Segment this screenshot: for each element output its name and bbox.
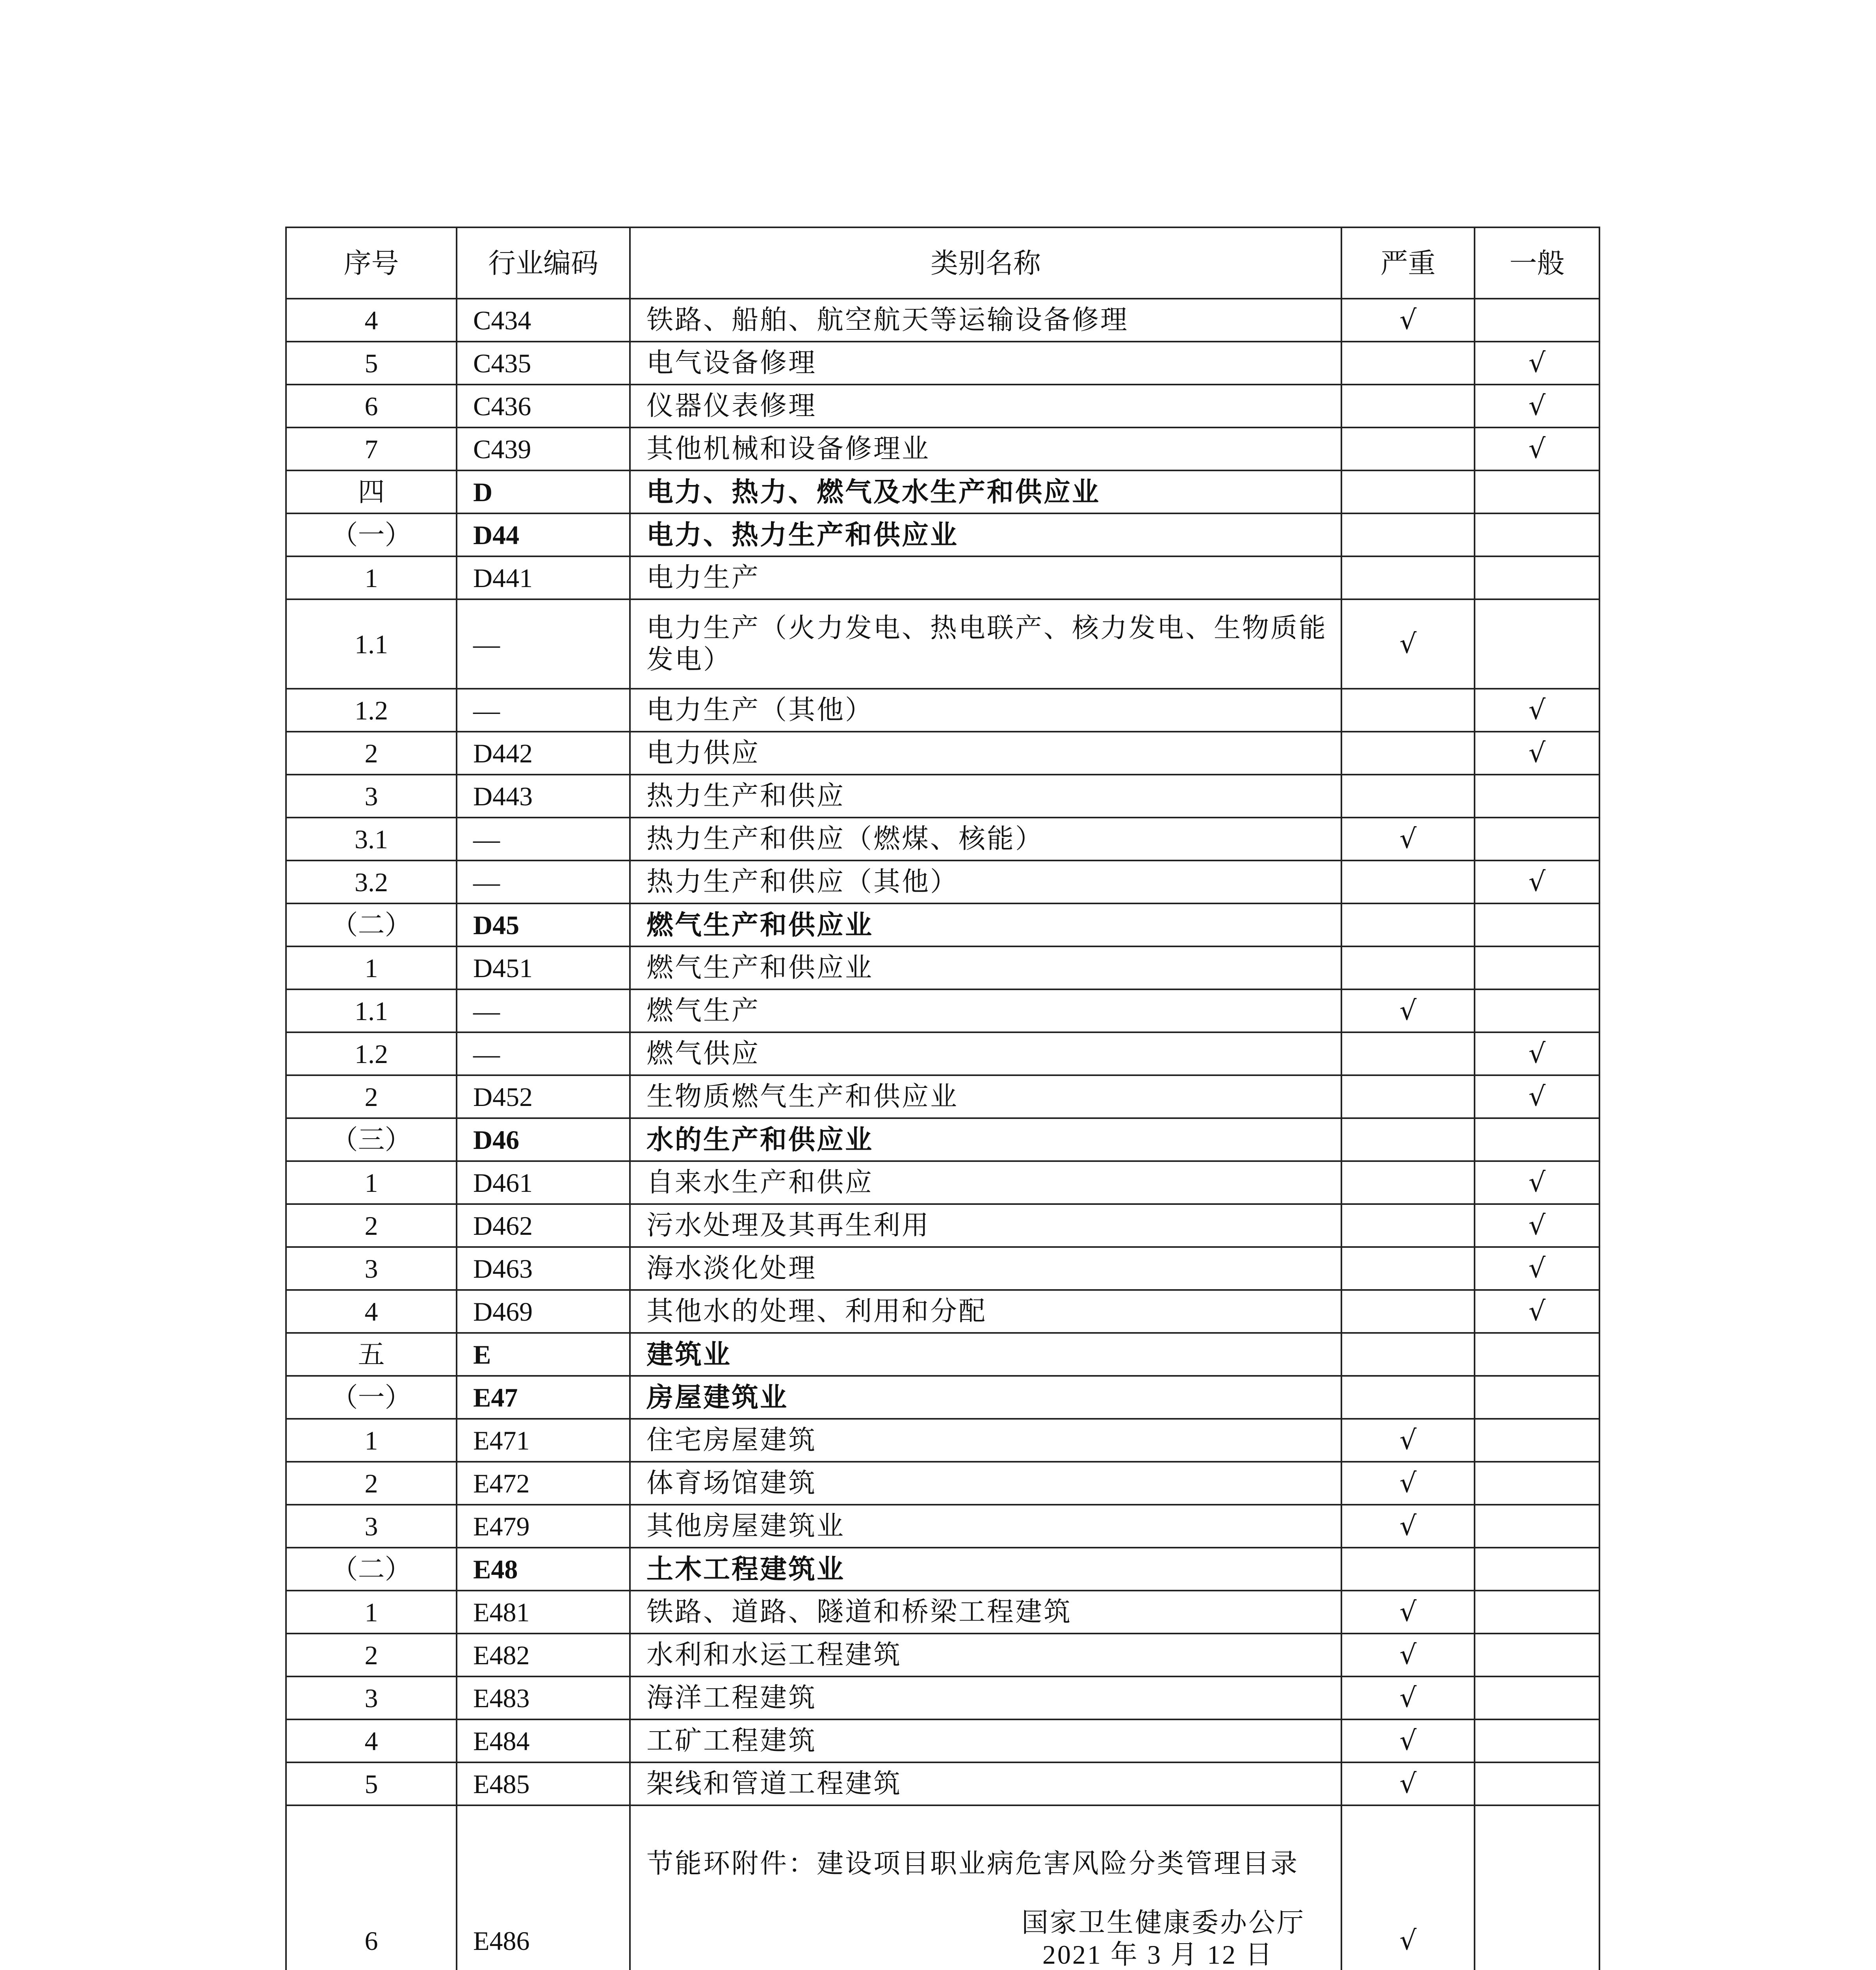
code-cell: — xyxy=(457,1032,630,1075)
severe-cell xyxy=(1341,1075,1475,1118)
severe-cell xyxy=(1341,860,1475,903)
name-cell: 燃气供应 xyxy=(630,1032,1341,1075)
general-cell xyxy=(1475,1719,1599,1762)
code-cell: E472 xyxy=(457,1462,630,1505)
table-row xyxy=(286,946,1599,989)
table-row xyxy=(286,1161,1599,1204)
severe-cell xyxy=(1341,1032,1475,1075)
code-cell: — xyxy=(457,818,630,860)
general-cell: √ xyxy=(1475,1247,1599,1290)
table-header-row xyxy=(286,227,1599,299)
seq-cell: 7 xyxy=(286,427,457,470)
seq-cell: 3 xyxy=(286,1247,457,1290)
severe-cell: √ xyxy=(1341,1505,1475,1548)
code-cell: E484 xyxy=(457,1719,630,1762)
general-cell xyxy=(1475,1333,1599,1376)
notice-issuer: 国家卫生健康委办公厅 xyxy=(1021,1907,1305,1938)
name-cell: 电力生产（火力发电、热电联产、核力发电、生物质能发电） xyxy=(630,599,1341,689)
code-cell: D45 xyxy=(457,903,630,946)
name-cell: 电力生产 xyxy=(630,556,1341,599)
general-cell xyxy=(1475,1805,1599,1970)
code-cell: D462 xyxy=(457,1204,630,1247)
severe-cell xyxy=(1341,556,1475,599)
general-cell: √ xyxy=(1475,689,1599,732)
code-cell: E479 xyxy=(457,1505,630,1548)
severe-cell xyxy=(1341,470,1475,513)
seq-cell: 3.1 xyxy=(286,818,457,860)
table-row xyxy=(286,860,1599,903)
severe-cell xyxy=(1341,1376,1475,1419)
table-row xyxy=(286,1719,1599,1762)
name-cell: 电力供应 xyxy=(630,732,1341,775)
seq-cell: 1.1 xyxy=(286,599,457,689)
name-cell: 其他机械和设备修理业 xyxy=(630,427,1341,470)
general-cell xyxy=(1475,513,1599,556)
severe-cell: √ xyxy=(1341,1419,1475,1462)
general-cell xyxy=(1475,556,1599,599)
severe-cell xyxy=(1341,427,1475,470)
seq-cell: （三） xyxy=(286,1118,457,1161)
code-cell: E483 xyxy=(457,1676,630,1719)
code-cell: E485 xyxy=(457,1762,630,1805)
severe-cell: √ xyxy=(1341,989,1475,1032)
section-row xyxy=(286,1376,1599,1419)
name-cell: 热力生产和供应（燃煤、核能） xyxy=(630,818,1341,860)
seq-cell: 五 xyxy=(286,1333,457,1376)
code-cell: C434 xyxy=(457,299,630,342)
general-cell: √ xyxy=(1475,1161,1599,1204)
seq-cell: （二） xyxy=(286,903,457,946)
table-row xyxy=(286,989,1599,1032)
general-cell: √ xyxy=(1475,385,1599,427)
table-row xyxy=(286,1419,1599,1462)
seq-cell: 1.2 xyxy=(286,689,457,732)
general-cell: √ xyxy=(1475,427,1599,470)
table-row xyxy=(286,732,1599,775)
seq-cell: （一） xyxy=(286,1376,457,1419)
code-cell: D44 xyxy=(457,513,630,556)
severe-cell xyxy=(1341,732,1475,775)
general-cell: √ xyxy=(1475,1032,1599,1075)
name-cell: 燃气生产和供应业 xyxy=(630,903,1341,946)
table-row xyxy=(286,299,1599,342)
code-cell: — xyxy=(457,599,630,689)
section-row xyxy=(286,903,1599,946)
general-cell xyxy=(1475,818,1599,860)
general-cell xyxy=(1475,903,1599,946)
code-cell: D441 xyxy=(457,556,630,599)
severe-cell xyxy=(1341,385,1475,427)
severe-cell: √ xyxy=(1341,1462,1475,1505)
severe-cell xyxy=(1341,946,1475,989)
severe-cell xyxy=(1341,513,1475,556)
general-cell: √ xyxy=(1475,1290,1599,1333)
name-cell: 其他水的处理、利用和分配 xyxy=(630,1290,1341,1333)
header-seq: 序号 xyxy=(286,227,457,299)
code-cell: E481 xyxy=(457,1591,630,1634)
name-cell: 其他房屋建筑业 xyxy=(630,1505,1341,1548)
general-cell xyxy=(1475,775,1599,818)
section-row xyxy=(286,1333,1599,1376)
seq-cell: 1.1 xyxy=(286,989,457,1032)
severe-cell xyxy=(1341,1204,1475,1247)
code-cell: D461 xyxy=(457,1161,630,1204)
severe-cell: √ xyxy=(1341,1634,1475,1676)
name-cell: 污水处理及其再生利用 xyxy=(630,1204,1341,1247)
seq-cell: 3 xyxy=(286,1505,457,1548)
general-cell xyxy=(1475,599,1599,689)
seq-cell: 4 xyxy=(286,1290,457,1333)
table-row xyxy=(286,1805,1599,1970)
name-cell: 生物质燃气生产和供应业 xyxy=(630,1075,1341,1118)
general-cell: √ xyxy=(1475,342,1599,385)
seq-cell: 2 xyxy=(286,1462,457,1505)
name-cell: 铁路、船舶、航空航天等运输设备修理 xyxy=(630,299,1341,342)
table-row xyxy=(286,1676,1599,1719)
seq-cell: 1 xyxy=(286,946,457,989)
name-cell: 海洋工程建筑 xyxy=(630,1676,1341,1719)
name-cell: 架线和管道工程建筑 xyxy=(630,1762,1341,1805)
name-cell: 水利和水运工程建筑 xyxy=(630,1634,1341,1676)
general-cell xyxy=(1475,989,1599,1032)
table-row xyxy=(286,1032,1599,1075)
severe-cell: √ xyxy=(1341,1591,1475,1634)
name-cell: 体育场馆建筑 xyxy=(630,1462,1341,1505)
code-cell: — xyxy=(457,689,630,732)
seq-cell: 1.2 xyxy=(286,1032,457,1075)
name-cell: 住宅房屋建筑 xyxy=(630,1419,1341,1462)
section-row xyxy=(286,1118,1599,1161)
seq-cell: （二） xyxy=(286,1548,457,1591)
general-cell xyxy=(1475,1419,1599,1462)
table-row xyxy=(286,1462,1599,1505)
severe-cell: √ xyxy=(1341,599,1475,689)
name-cell: 土木工程建筑业 xyxy=(630,1548,1341,1591)
industry-risk-table xyxy=(285,227,1600,1970)
header-name: 类别名称 xyxy=(630,227,1341,299)
name-cell: 工矿工程建筑 xyxy=(630,1719,1341,1762)
table-row xyxy=(286,385,1599,427)
name-cell: 电力生产（其他） xyxy=(630,689,1341,732)
name-cell: 热力生产和供应（其他） xyxy=(630,860,1341,903)
seq-cell: 1 xyxy=(286,1591,457,1634)
severe-cell: √ xyxy=(1341,1762,1475,1805)
general-cell xyxy=(1475,1634,1599,1676)
code-cell: D46 xyxy=(457,1118,630,1161)
table-row xyxy=(286,1591,1599,1634)
notice-block xyxy=(646,1842,1329,1970)
table-row xyxy=(286,1762,1599,1805)
name-cell: 铁路、道路、隧道和桥梁工程建筑 xyxy=(630,1591,1341,1634)
severe-cell xyxy=(1341,1290,1475,1333)
table-row xyxy=(286,775,1599,818)
name-cell: 电力、热力生产和供应业 xyxy=(630,513,1341,556)
seq-cell: 2 xyxy=(286,732,457,775)
general-cell xyxy=(1475,1505,1599,1548)
seq-cell: 6 xyxy=(286,385,457,427)
seq-cell: 5 xyxy=(286,342,457,385)
general-cell xyxy=(1475,1376,1599,1419)
name-cell: 海水淡化处理 xyxy=(630,1247,1341,1290)
severe-cell: √ xyxy=(1341,1719,1475,1762)
notice-title: 节能环附件：建设项目职业病危害风险分类管理目录 xyxy=(646,1848,1299,1879)
seq-cell: 3 xyxy=(286,1676,457,1719)
seq-cell: 2 xyxy=(286,1634,457,1676)
severe-cell: √ xyxy=(1341,1676,1475,1719)
seq-cell: 2 xyxy=(286,1204,457,1247)
code-cell: E486 xyxy=(457,1805,630,1970)
code-cell: E xyxy=(457,1333,630,1376)
code-cell: C436 xyxy=(457,385,630,427)
notice-spacer xyxy=(646,1880,1329,1907)
general-cell: √ xyxy=(1475,732,1599,775)
table-row xyxy=(286,1204,1599,1247)
seq-cell: 6 xyxy=(286,1805,457,1970)
severe-cell: √ xyxy=(1341,818,1475,860)
severe-cell xyxy=(1341,689,1475,732)
name-cell: 燃气生产和供应业 xyxy=(630,946,1341,989)
table-row xyxy=(286,1505,1599,1548)
general-cell xyxy=(1475,1676,1599,1719)
section-row xyxy=(286,1548,1599,1591)
section-row xyxy=(286,470,1599,513)
seq-cell: 4 xyxy=(286,299,457,342)
code-cell: D xyxy=(457,470,630,513)
code-cell: D443 xyxy=(457,775,630,818)
general-cell xyxy=(1475,946,1599,989)
seq-cell: 1 xyxy=(286,556,457,599)
general-cell: √ xyxy=(1475,1075,1599,1118)
code-cell: D469 xyxy=(457,1290,630,1333)
severe-cell xyxy=(1341,1161,1475,1204)
table-row xyxy=(286,1634,1599,1676)
name-cell: 燃气生产 xyxy=(630,989,1341,1032)
code-cell: D463 xyxy=(457,1247,630,1290)
table-row xyxy=(286,1290,1599,1333)
severe-cell xyxy=(1341,775,1475,818)
name-cell: 电力、热力、燃气及水生产和供应业 xyxy=(630,470,1341,513)
code-cell: C435 xyxy=(457,342,630,385)
table-row xyxy=(286,818,1599,860)
severe-cell xyxy=(1341,1548,1475,1591)
severe-cell: √ xyxy=(1341,299,1475,342)
code-cell: C439 xyxy=(457,427,630,470)
seq-cell: （一） xyxy=(286,513,457,556)
name-cell: 建筑业 xyxy=(630,1333,1341,1376)
code-cell: E48 xyxy=(457,1548,630,1591)
name-cell: 热力生产和供应 xyxy=(630,775,1341,818)
seq-cell: 5 xyxy=(286,1762,457,1805)
seq-cell: 1 xyxy=(286,1161,457,1204)
table-row xyxy=(286,1075,1599,1118)
seq-cell: 3 xyxy=(286,775,457,818)
table-row xyxy=(286,342,1599,385)
code-cell: — xyxy=(457,860,630,903)
code-cell: E482 xyxy=(457,1634,630,1676)
header-code: 行业编码 xyxy=(457,227,630,299)
table-row xyxy=(286,556,1599,599)
severe-cell xyxy=(1341,1247,1475,1290)
name-cell: 水的生产和供应业 xyxy=(630,1118,1341,1161)
table-row xyxy=(286,1247,1599,1290)
general-cell xyxy=(1475,299,1599,342)
name-cell: 电气设备修理 xyxy=(630,342,1341,385)
table-row xyxy=(286,689,1599,732)
header-severe: 严重 xyxy=(1341,227,1475,299)
severe-cell xyxy=(1341,1333,1475,1376)
table-row xyxy=(286,427,1599,470)
seq-cell: 4 xyxy=(286,1719,457,1762)
name-cell: 房屋建筑业 xyxy=(630,1376,1341,1419)
general-cell xyxy=(1475,1118,1599,1161)
code-cell: — xyxy=(457,989,630,1032)
code-cell: E471 xyxy=(457,1419,630,1462)
severe-cell xyxy=(1341,342,1475,385)
general-cell: √ xyxy=(1475,860,1599,903)
code-cell: E47 xyxy=(457,1376,630,1419)
general-cell xyxy=(1475,1548,1599,1591)
code-cell: D452 xyxy=(457,1075,630,1118)
general-cell xyxy=(1475,470,1599,513)
general-cell xyxy=(1475,1462,1599,1505)
code-cell: D442 xyxy=(457,732,630,775)
general-cell xyxy=(1475,1762,1599,1805)
seq-cell: 3.2 xyxy=(286,860,457,903)
section-row xyxy=(286,513,1599,556)
seq-cell: 1 xyxy=(286,1419,457,1462)
seq-cell: 四 xyxy=(286,470,457,513)
name-cell: 自来水生产和供应 xyxy=(630,1161,1341,1204)
name-cell: 仪器仪表修理 xyxy=(630,385,1341,427)
notice-date: 2021 年 3 月 12 日 xyxy=(1042,1939,1274,1970)
seq-cell: 2 xyxy=(286,1075,457,1118)
code-cell: D451 xyxy=(457,946,630,989)
header-general: 一般 xyxy=(1475,227,1599,299)
name-cell xyxy=(630,1805,1341,1970)
table-row xyxy=(286,599,1599,689)
severe-cell: √ xyxy=(1341,1805,1475,1970)
severe-cell xyxy=(1341,903,1475,946)
general-cell xyxy=(1475,1591,1599,1634)
general-cell: √ xyxy=(1475,1204,1599,1247)
severe-cell xyxy=(1341,1118,1475,1161)
